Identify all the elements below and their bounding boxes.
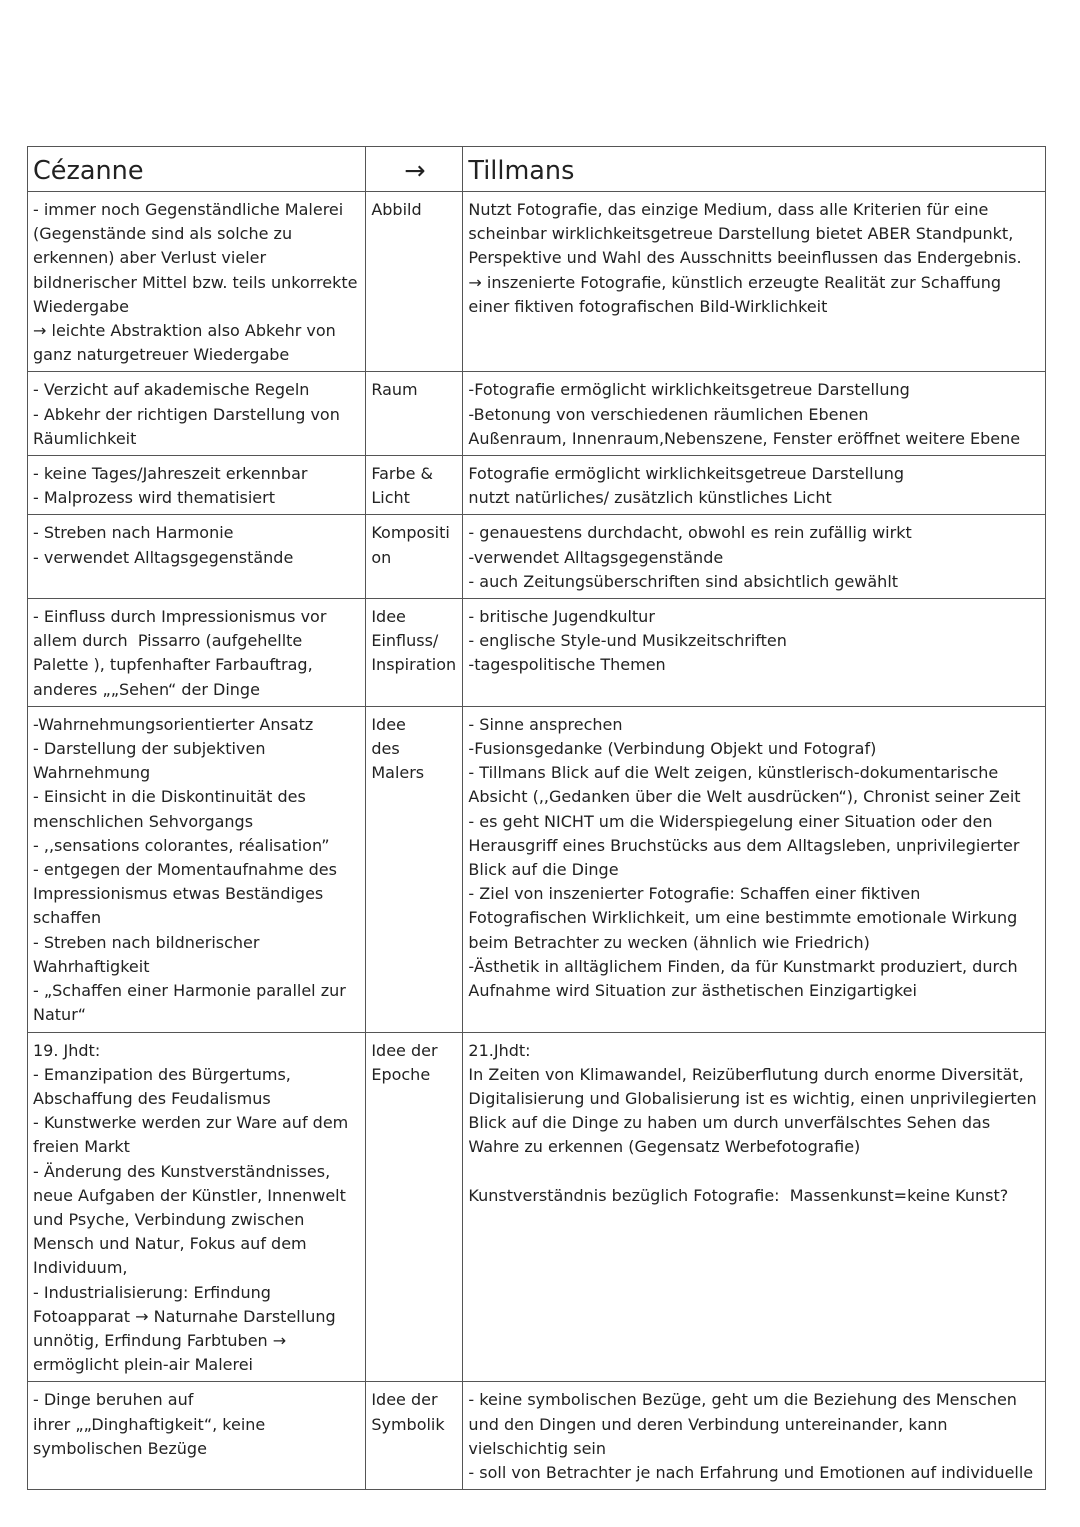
tillmans-cell [463,706,1046,1032]
cezanne-cell [28,1032,366,1382]
cell-line: - Sinne ansprechen [468,714,623,734]
cell-line: - Änderung des Kunstverständnisses, neue Aufgaben der Künstler, Innenwelt und Psyche, Verbindung zwischen Mensch und Natur, Fokus auf dem Individuum, [33,1161,351,1278]
cell-line: des [371,739,400,759]
cell-line: - soll von Betrachter je nach Erfahrung und Emotionen auf individuelle [468,1462,1034,1482]
table-body [28,147,1046,1490]
table-row [28,599,1046,707]
tillmans-cell [463,515,1046,599]
cezanne-cell [28,515,366,599]
cell-line: Idee der Epoche [371,1040,443,1084]
cell-line: Kompositi on [371,523,455,567]
cell-line: Nutzt Fotografie, das einzige Medium, dass alle Kriterien für eine scheinbar wirklichkeitsgetreue Darstellung bietet ABER Standpunkt, Perspektive und Wahl des Ausschnitts beeinflussen das Endergebnis. [468,200,1022,268]
cell-line: Malers [371,763,425,783]
cell-line: -Betonung von verschiedenen räumlichen Ebenen [468,404,869,424]
aspect-cell [366,599,463,707]
tillmans-cell [463,1032,1046,1382]
cell-line: → leichte Abstraktion also Abkehr von ganz naturgetreuer Wiedergabe [33,321,341,365]
cell-line: - Streben nach bildnerischer Wahrhaftigkeit [33,932,265,976]
cell-line: - Tillmans Blick auf die Welt zeigen, künstlerisch-dokumentarische Absicht (,,Gedanken über die Welt ausdrücken“), Chronist seiner Zeit [468,763,1021,807]
cell-line: - Einfluss durch Impressionismus vor allem durch Pissarro (aufgehellte Palette ), tupfenhafter Farbauftrag, anderes „„Sehen“ der Dinge [33,607,332,699]
table-row [28,192,1046,372]
cell-line: → inszenierte Fotografie, künstlich erzeugte Realität zur Schaffung einer fiktiven fotografischen Bild-Wirklichkeit [468,272,1007,316]
cezanne-cell [28,192,366,372]
cell-line: 21.Jhdt: [468,1040,531,1060]
tillmans-cell [463,192,1046,372]
tillmans-cell [463,1382,1046,1490]
cell-line: - Streben nach Harmonie [33,523,234,543]
cell-line: - entgegen der Momentaufnahme des Impressionismus etwas Beständiges schaffen [33,860,343,928]
aspect-cell [366,456,463,515]
header-row [28,147,1046,192]
cell-line: Außenraum, Innenraum,Nebenszene, Fenster eröffnet weitere Ebene [468,428,1021,448]
table-row [28,1032,1046,1382]
cezanne-cell [28,599,366,707]
cell-line: - britische Jugendkultur [468,607,655,627]
aspect-cell [366,706,463,1032]
cell-line: Idee [371,607,406,627]
aspect-cell [366,192,463,372]
cell-line: nutzt natürliches/ zusätzlich künstliches Licht [468,488,832,508]
table-row [28,1382,1046,1490]
cell-line [468,1160,1041,1184]
cell-line: - Emanzipation des Bürgertums, Abschaffung des Feudalismus [33,1064,296,1108]
cell-line: Raum [371,380,418,400]
cell-line: - Kunstwerke werden zur Ware auf dem freien Markt [33,1113,354,1157]
comparison-table [27,146,1046,1490]
cell-line: - Industrialisierung: Erfindung Fotoapparat → Naturnahe Darstellung unnötig, Erfindung Farbtuben → ermöglicht plein-air Malerei [33,1282,341,1375]
cell-line: -Fotografie ermöglicht wirklichkeitsgetreue Darstellung [468,380,910,400]
cell-line: ihrer „„Dinghaftigkeit“, keine symbolischen Bezüge [33,1414,271,1458]
tillmans-cell [463,456,1046,515]
cell-line: 19. Jhdt: [33,1040,101,1060]
table-row [28,515,1046,599]
cell-line: Idee der Symbolik [371,1390,445,1434]
cell-line: In Zeiten von Klimawandel, Reizüberflutung durch enorme Diversität, Digitalisierung und Globalisierung ist es wichtig, einen unprivilegierten Blick auf die Dinge zu haben um durch unverfälschtes Sehen das Wahre zu erkennen (Gegensatz Werbefotografie) [468,1064,1042,1157]
cell-line: - immer noch Gegenständliche Malerei (Gegenstände sind als solche zu erkennen) aber Verlust vieler bildnerischer Mittel bzw. teils unkorrekte Wiedergabe [33,200,363,316]
cell-line: Abbild [371,200,422,219]
cell-line: - Verzicht auf akademische Regeln [33,380,310,400]
cell-line: - verwendet Alltagsgegenstände [33,547,294,567]
cezanne-cell [28,1382,366,1490]
cell-line: - keine symbolischen Bezüge, geht um die Beziehung des Menschen und den Dingen und deren Verbindung untereinander, kann vielschichtig sein [468,1390,1023,1458]
cell-line: Inspiration [371,655,457,675]
cell-line: Einfluss/ [371,631,439,651]
cell-line: - Dinge beruhen auf [33,1390,194,1410]
tillmans-cell [463,599,1046,707]
tillmans-cell [463,372,1046,456]
cell-line: - Abkehr der richtigen Darstellung von Räumlichkeit [33,404,345,448]
cell-line: - „Schaffen einer Harmonie parallel zur Natur“ [33,981,351,1025]
table-row [28,372,1046,456]
cell-line: - genauestens durchdacht, obwohl es rein zufällig wirkt [468,523,912,543]
aspect-cell [366,1032,463,1382]
cell-line: - Darstellung der subjektiven Wahrnehmung [33,739,271,783]
comparison-sheet [27,146,1046,1490]
cell-line: - es geht NICHT um die Widerspiegelung einer Situation oder den Herausgriff eines Bruchstücks aus dem Alltagsleben, unprivilegierter Blick auf die Dinge [468,811,1025,880]
cell-line: -Ästhetik in alltäglichem Finden, da für Kunstmarkt produziert, durch Aufnahme wird Situation zur ästhetischen Einzigartigkei [468,956,1023,1001]
cell-line: Fotografie ermöglicht wirklichkeitsgetreue Darstellung [468,464,905,484]
cell-line: Idee [371,714,406,734]
cell-line: Farbe & Licht [371,464,439,508]
cell-line: - Einsicht in die Diskontinuität des menschlichen Sehvorgangs [33,787,311,831]
cell-line: - auch Zeitungsüberschriften sind absichtlich gewählt [468,571,899,591]
cell-line: -verwendet Alltagsgegenstände [468,547,724,567]
cell-line: Kunstverständnis bezüglich Fotografie: Massenkunst=keine Kunst? [468,1185,1009,1205]
cezanne-cell [28,456,366,515]
header-tillmans: Tillmans [463,147,1046,192]
cell-line: -tagespolitische Themen [468,655,666,675]
cezanne-cell [28,372,366,456]
cell-line: -Fusionsgedanke (Verbindung Objekt und Fotograf) [468,739,877,759]
header-cezanne: Cézanne [28,147,366,192]
cell-line: - Ziel von inszenierter Fotografie: Schaffen einer fiktiven Fotografischen Wirklichkeit, um eine bestimmte emotionale Wirkung beim Betrachter zu wecken (ähnlich wie Friedrich) [468,884,1023,952]
cell-line: - keine Tages/Jahreszeit erkennbar [33,464,308,484]
table-row [28,456,1046,515]
cell-line: - ,,sensations colorantes, réalisation” [33,835,330,855]
aspect-cell [366,515,463,599]
cell-line: - englische Style-und Musikzeitschriften [468,631,787,651]
cezanne-cell [28,706,366,1032]
aspect-cell [366,1382,463,1490]
cell-line: -Wahrnehmungsorientierter Ansatz [33,714,314,734]
header-arrow: → [366,147,463,192]
aspect-cell [366,372,463,456]
cell-line: - Malprozess wird thematisiert [33,488,275,508]
table-row [28,706,1046,1032]
